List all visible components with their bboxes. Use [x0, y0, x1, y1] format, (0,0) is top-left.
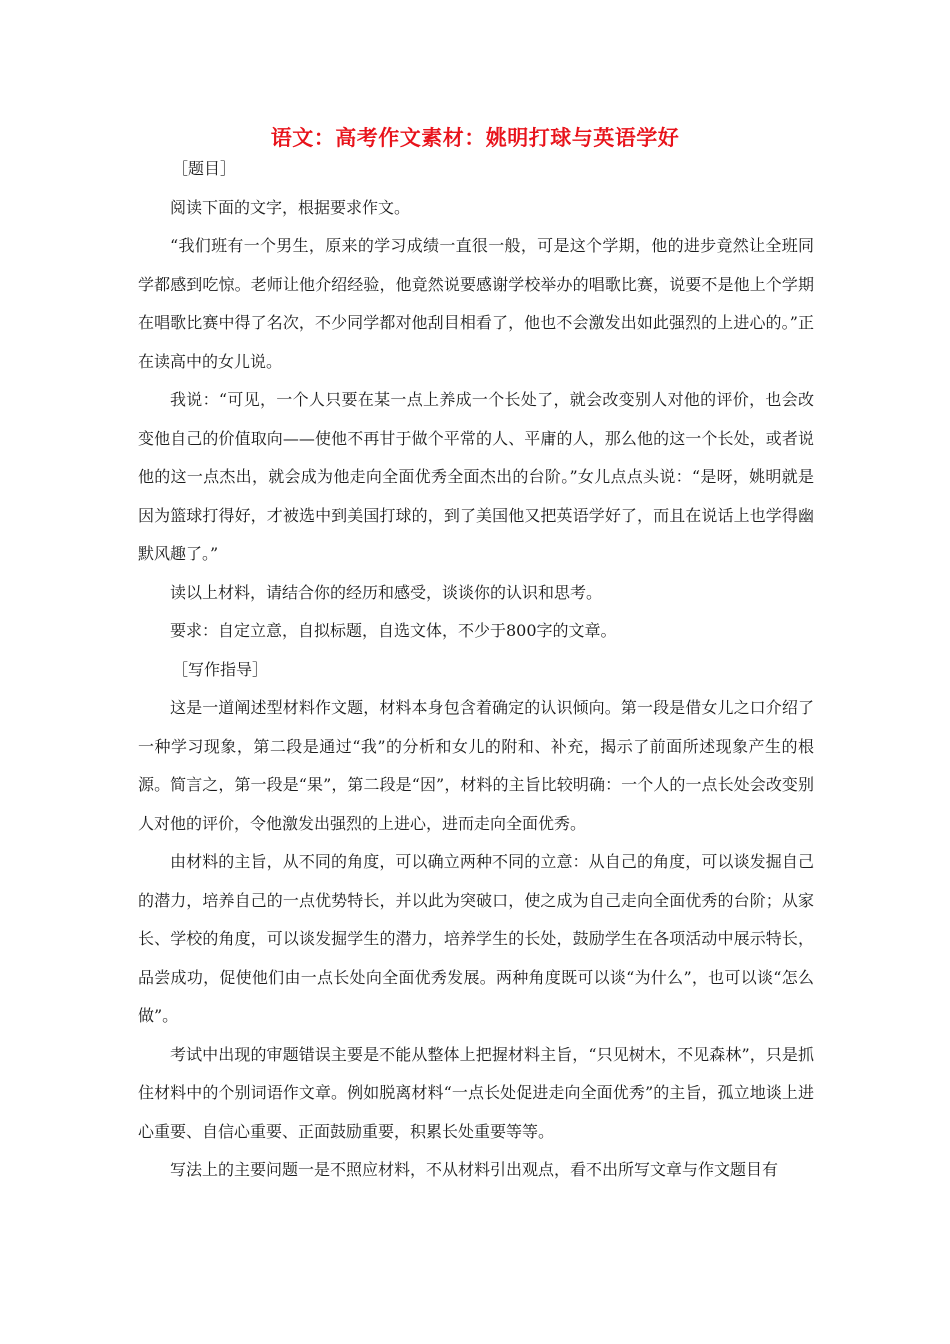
document-title: 语文：高考作文素材：姚明打球与英语学好: [270, 125, 680, 150]
instruction-paragraph: 阅读下面的文字，根据要求作文。: [170, 197, 411, 217]
section-label-guidance: ［写作指导］: [172, 659, 269, 679]
guidance-paragraph-1: 这是一道阐述型材料作文题，材料本身包含着确定的认识倾向。第一段是借女儿之口介绍了一种学习现象，第二段是通过“我”的分析和女儿的附和、补充，揭示了前面所述现象产生的根源。简言之，第一段是“果”，第二段是“因”，材料的主旨比较明确：一个人的一点长处会改变别人对他的评价，令他激发出强烈的上进心，进而走向全面优秀。: [138, 698, 814, 833]
task-paragraph: 读以上材料，请结合你的经历和感受，谈谈你的认识和思考。: [170, 582, 603, 602]
guidance-paragraph-2: 由材料的主旨，从不同的角度，可以确立两种不同的立意：从自己的角度，可以谈发掘自己的潜力，培养自己的一点优势特长，并以此为突破口，使之成为自己走向全面优秀的台阶；从家长、学校的角度，可以谈发掘学生的潜力，培养学生的长处，鼓励学生在各项活动中展示特长，品尝成功，促使他们由一点长处向全面优秀发展。两种角度既可以谈“为什么”，也可以谈“怎么做”。: [138, 852, 814, 1025]
material-paragraph-1: “我们班有一个男生，原来的学习成绩一直很一般，可是这个学期，他的进步竟然让全班同学都感到吃惊。老师让他介绍经验，他竟然说要感谢学校举办的唱歌比赛，说要不是他上个学期在唱歌比赛中得了名次，不少同学都对他刮目相看了，他也不会激发出如此强烈的上进心的。”正在读高中的女儿说。: [138, 236, 814, 371]
guidance-paragraph-3: 考试中出现的审题错误主要是不能从整体上把握材料主旨，“只见树木，不见森林”，只是抓住材料中的个别词语作文章。例如脱离材料“一点长处促进走向全面优秀”的主旨，孤立地谈上进心重要、自信心重要、正面鼓励重要，积累长处重要等等。: [138, 1044, 814, 1141]
requirements-paragraph: 要求：自定立意，自拟标题，自选文体，不少于800字的文章。: [170, 621, 617, 640]
document-body: [138, 150, 814, 1190]
material-paragraph-2: 我说：“可见，一个人只要在某一点上养成一个长处了，就会改变别人对他的评价，也会改变他自己的价值取向——使他不再甘于做个平常的人、平庸的人，那么他的这一个长处，或者说他的这一点杰出，就会成为他走向全面优秀全面杰出的台阶。”女儿点点头说：“是呀，姚明就是因为篮球打得好，才被选中到美国打球的，到了美国他又把英语学好了，而且在说话上也学得幽默风趣了。”: [138, 390, 814, 563]
guidance-paragraph-4: 写法上的主要问题一是不照应材料，不从材料引出观点，看不出所写文章与作文题目有: [170, 1160, 779, 1179]
section-label-topic: ［题目］: [172, 159, 237, 178]
